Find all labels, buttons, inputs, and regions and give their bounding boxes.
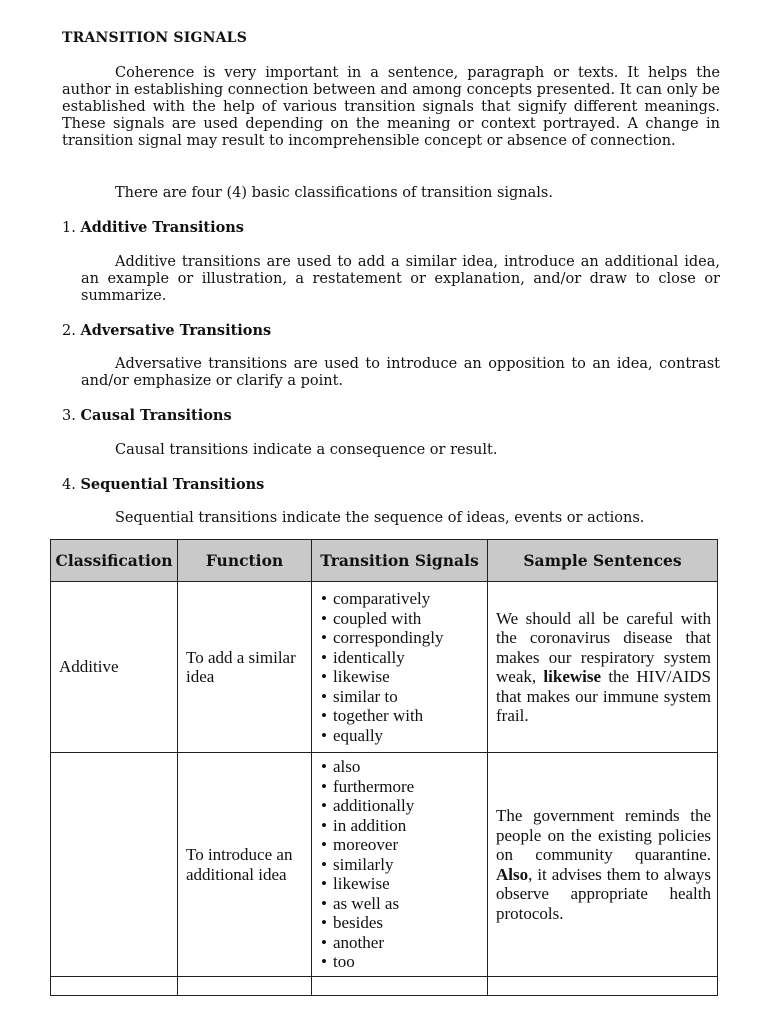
classification-intro: There are four (4) basic classifications of transition signals. [115,185,553,201]
list-item: • equally [320,726,481,746]
list-item: • another [320,933,481,953]
section-heading-sequential [62,476,264,494]
sample-text: We should all be careful with the coronavirus disease that makes our respiratory system weak, [496,608,711,686]
cell-function: To introduce an additional idea [178,753,312,977]
list-item: • in addition [320,816,481,836]
sample-keyword: likewise [543,667,602,686]
header-function: Function [178,540,312,582]
cell-signals [312,753,488,977]
list-item: • similar to [320,687,481,707]
section-number: 3. [62,408,76,424]
list-item: • too [320,952,481,972]
signals-list [320,757,481,972]
section-body-additive: Additive transitions are used to add a similar idea, introduce an additional idea, an example or illustration, a restatement or explanation, and/or draw to close or summarize. [81,254,720,304]
transition-signals-table [50,539,718,996]
section-title: Causal Transitions [80,407,232,424]
list-item: • identically [320,648,481,668]
sample-text: The government reminds the people on the existing policies on community quarantine. [496,806,711,864]
section-body-causal: Causal transitions indicate a consequence or result. [115,442,498,458]
signals-list [320,589,481,745]
header-sample-sentences: Sample Sentences [488,540,718,582]
cell-sample-sentence [488,582,718,753]
cell-empty [488,977,718,996]
cell-function: To add a similar idea [178,582,312,753]
table-row [51,582,718,753]
document-title: TRANSITION SIGNALS [62,30,248,46]
sample-text: the HIV/AIDS that makes our immune system frail. [496,667,711,725]
header-transition-signals: Transition Signals [312,540,488,582]
cell-empty [312,977,488,996]
list-item: • similarly [320,855,481,875]
list-item: • coupled with [320,609,481,629]
header-classification: Classification [51,540,178,582]
intro-paragraph: Coherence is very important in a sentence, paragraph or texts. It helps the author in establishing connection between and among concepts presented. It can only be established with the help of various transition signals that signify different meanings. These signals are used depending on the meaning or context portrayed. A change in transition signal may result to incomprehensible concept or absence of connection. [62,65,720,149]
section-number: 2. [62,323,76,339]
section-body-sequential: Sequential transitions indicate the sequence of ideas, events or actions. [115,510,645,526]
list-item: • comparatively [320,589,481,609]
list-item: • as well as [320,894,481,914]
list-item: • likewise [320,874,481,894]
cell-classification [51,753,178,977]
list-item: • additionally [320,796,481,816]
section-title: Additive Transitions [80,219,244,236]
list-item: • likewise [320,667,481,687]
list-item: • besides [320,913,481,933]
section-number: 4. [62,477,76,493]
table-row-continued [51,977,718,996]
section-title: Sequential Transitions [80,476,265,493]
list-item: • also [320,757,481,777]
sample-text: , it advises them to always observe appropriate health protocols. [496,864,711,923]
cell-classification: Additive [51,582,178,753]
list-item: • moreover [320,835,481,855]
cell-empty [51,977,178,996]
list-item: • together with [320,706,481,726]
cell-sample-sentence [488,753,718,977]
table-row [51,753,718,977]
section-number: 1. [62,220,76,236]
list-item: • correspondingly [320,628,481,648]
section-title: Adversative Transitions [80,322,272,339]
table-header-row [51,540,718,582]
section-body-adversative: Adversative transitions are used to introduce an opposition to an idea, contrast and/or emphasize or clarify a point. [81,356,720,389]
section-heading-additive [62,219,244,237]
list-item: • furthermore [320,777,481,797]
cell-empty [178,977,312,996]
section-heading-causal [62,407,232,425]
section-heading-adversative [62,322,271,340]
cell-signals [312,582,488,753]
sample-keyword: Also [496,864,529,884]
